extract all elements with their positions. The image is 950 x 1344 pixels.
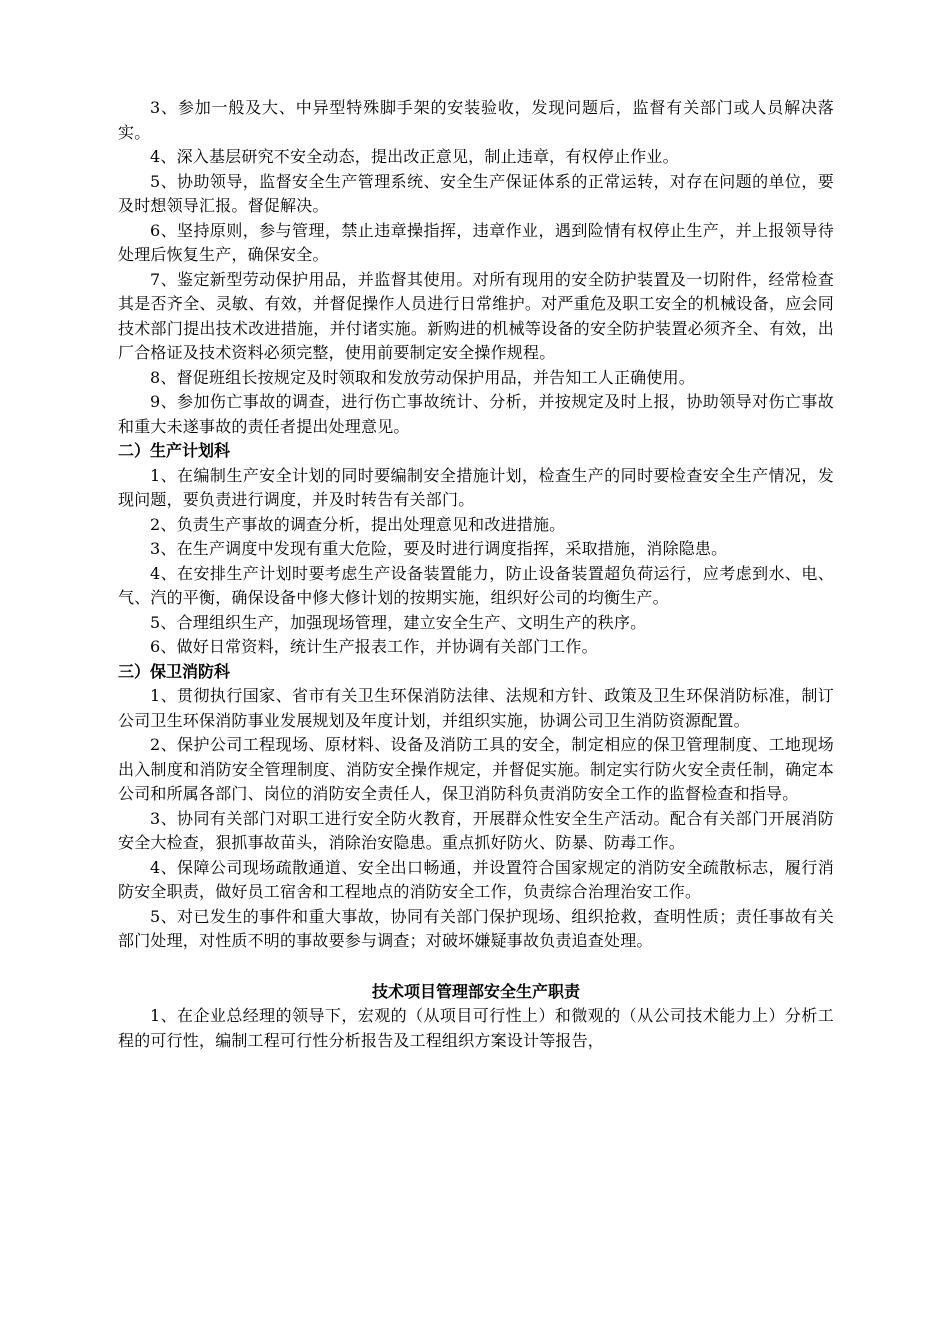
document-body	[118, 96, 834, 1053]
paragraph: 6、坚持原则，参与管理，禁止违章操指挥，违章作业，遇到险情有权停止生产，并上报领导待处理后恢复生产，确保安全。	[118, 220, 834, 264]
paragraph: 7、鉴定新型劳动保护用品，并监督其使用。对所有现用的安全防护装置及一切附件，经常检查其是否齐全、灵敏、有效，并督促操作人员进行日常维护。对严重危及职工安全的机械设备，应会同技术部门提出技术改进措施，并付诸实施。新购进的机械等设备的安全防护装置必须齐全、有效，出厂合格证及技术资料必须完整，使用前要制定安全操作规程。	[118, 269, 834, 362]
paragraph: 3、协同有关部门对职工进行安全防火教育，开展群众性安全生产活动。配合有关部门开展消防安全大检查，狠抓事故苗头，消除治安隐患。重点抓好防火、防暴、防毒工作。	[118, 808, 834, 852]
paragraph: 4、深入基层研究不安全动态，提出改正意见，制止违章，有权停止作业。	[150, 147, 679, 166]
paragraph: 5、对已发生的事件和重大事故，协同有关部门保护现场、组织抢救，查明性质；责任事故有关部门处理，对性质不明的事故要参与调查；对破坏嫌疑事故负责追查处理。	[118, 906, 834, 950]
paragraph: 3、参加一般及大、中异型特殊脚手架的安装验收，发现问题后，监督有关部门或人员解决落实。	[118, 98, 834, 142]
paragraph: 8、督促班组长按规定及时领取和发放劳动保护用品，并告知工人正确使用。	[150, 367, 695, 387]
paragraph: 1、在企业总经理的领导下，宏观的（从项目可行性上）和微观的（从公司技术能力上）分析工程的可行性，编制工程可行性分析报告及工程组织方案设计等报告，	[118, 1006, 834, 1050]
paragraph: 1、贯彻执行国家、省市有关卫生环保消防法律、法规和方针、政策及卫生环保消防标准，制订公司卫生环保消防事业发展规划及年度计划，并组织实施，协调公司卫生消防资源配置。	[118, 686, 834, 730]
paragraph: 9、参加伤亡事故的调查，进行伤亡事故统计、分析，并按规定及时上报，协助领导对伤亡事故和重大未遂事故的责任者提出处理意见。	[118, 392, 834, 436]
section-heading-production-planning: 二）生产计划科	[118, 441, 231, 460]
paragraph: 3、在生产调度中发现有重大危险，要及时进行调度指挥，采取措施，消除隐患。	[150, 539, 728, 558]
section-heading-security-fire: 三）保卫消防科	[118, 661, 231, 681]
paragraph: 6、做好日常资料，统计生产报表工作，并协调有关部门工作。	[150, 637, 598, 656]
paragraph: 2、负责生产事故的调查分析，提出处理意见和改进措施。	[150, 514, 566, 534]
paragraph: 2、保护公司工程现场、原材料、设备及消防工具的安全，制定相应的保卫管理制度、工地现场出入制度和消防安全管理制度、消防安全操作规定，并督促实施。制定实行防火安全责任制，确定本公司和所属各部门、岗位的消防安全责任人，保卫消防科负责消防安全工作的监督检查和指导。	[118, 735, 834, 803]
paragraph: 1、在编制生产安全计划的同时要编制安全措施计划，检查生产的同时要检查安全生产情况，发现问题，要负责进行调度，并及时转告有关部门。	[118, 465, 834, 509]
paragraph: 4、保障公司现场疏散通道、安全出口畅通，并设置符合国家规定的消防安全疏散标志，履行消防安全职责，做好员工宿舍和工程地点的消防安全工作，负责综合治理治安工作。	[118, 857, 834, 901]
document-title: 技术项目管理部安全生产职责	[371, 981, 580, 1001]
paragraph: 5、合理组织生产，加强现场管理，建立安全生产、文明生产的秩序。	[150, 612, 647, 632]
paragraph: 5、协助领导，监督安全生产管理系统、安全生产保证体系的正常运转，对存在问题的单位，要及时想领导汇报。督促解决。	[118, 171, 834, 215]
paragraph: 4、在安排生产计划时要考虑生产设备装置能力，防止设备装置超负荷运行，应考虑到水、电、气、汽的平衡，确保设备中修大修计划的按期实施，组织好公司的均衡生产。	[118, 563, 834, 607]
